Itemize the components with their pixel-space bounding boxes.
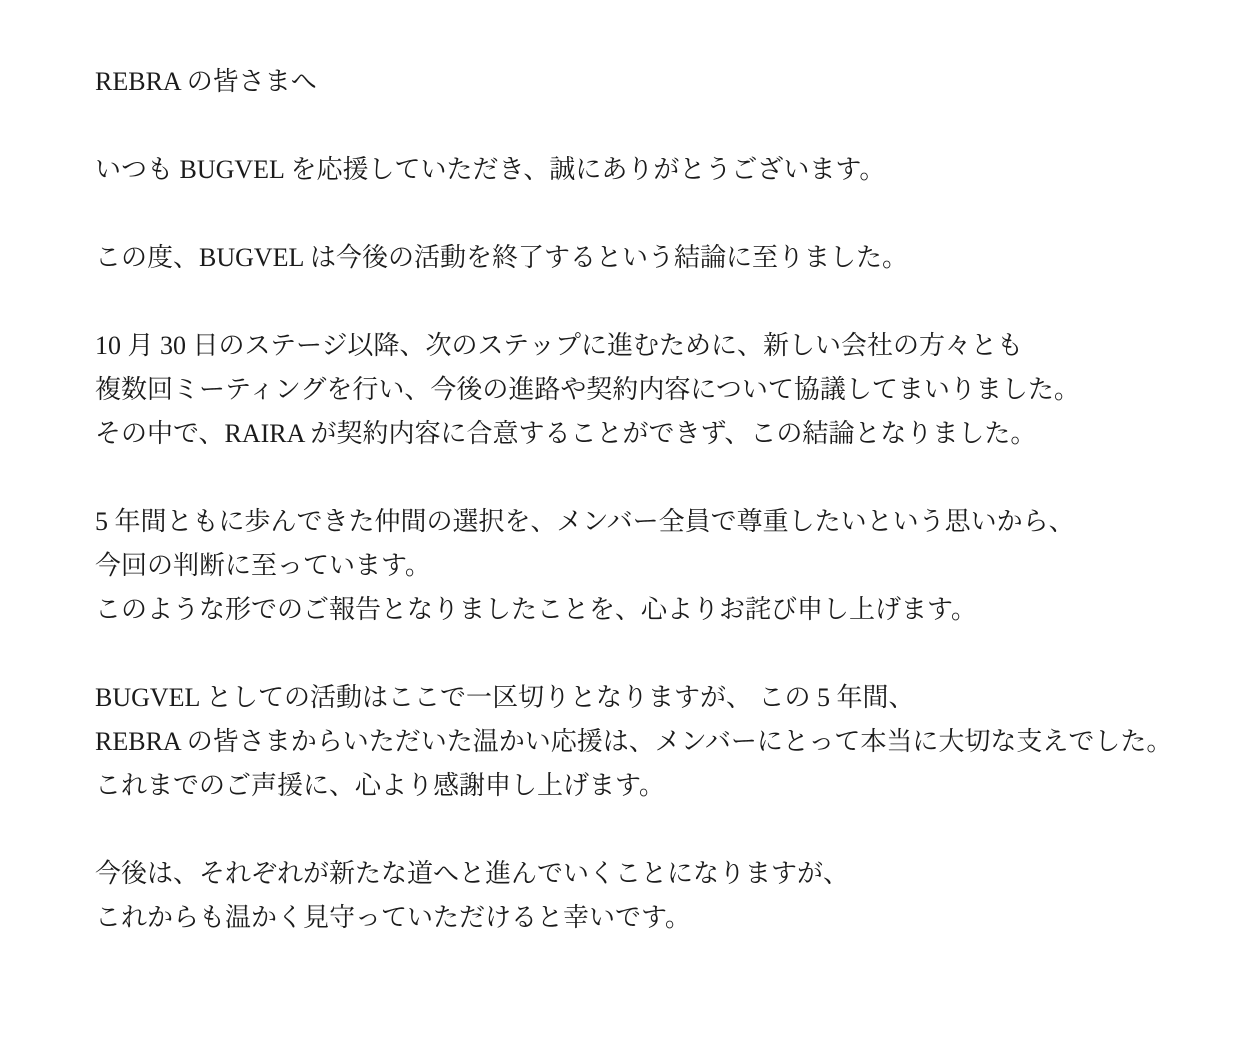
paragraph-reason bbox=[95, 500, 1200, 632]
letter-line: 複数回ミーティングを行い、今後の進路や契約内容について協議してまいりました。 bbox=[95, 375, 1080, 404]
paragraph-gratitude bbox=[95, 676, 1200, 808]
letter-line: いつも BUGVEL を応援していただき、誠にありがとうございます。 bbox=[95, 155, 886, 184]
letter-line: これからも温かく見守っていただけると幸いです。 bbox=[95, 903, 691, 932]
letter-line: 今回の判断に至っています。 bbox=[95, 551, 431, 580]
letter-line: 今後は、それぞれが新たな道へと進んでいくことになりますが、 bbox=[95, 859, 850, 888]
letter-line: REBRA の皆さまからいただいた温かい応援は、メンバーにとって本当に大切な支えでした。 bbox=[95, 727, 1173, 756]
paragraph-thanks bbox=[95, 148, 1200, 192]
letter-line: BUGVEL としての活動はここで一区切りとなりますが、 この 5 年間、 bbox=[95, 683, 915, 712]
letter-line: この度、BUGVEL は今後の活動を終了するという結論に至りました。 bbox=[95, 243, 908, 272]
letter-line: その中で、RAIRA が契約内容に合意することができず、この結論となりました。 bbox=[95, 419, 1037, 448]
paragraph-announcement bbox=[95, 236, 1200, 280]
letter-line: 10 月 30 日のステージ以降、次のステップに進むために、新しい会社の方々とも bbox=[95, 331, 1023, 360]
paragraph-salutation bbox=[95, 60, 1200, 104]
paragraph-closing bbox=[95, 852, 1200, 940]
paragraph-background bbox=[95, 324, 1200, 456]
letter-line: REBRA の皆さまへ bbox=[95, 67, 317, 96]
letter-line: 5 年間ともに歩んできた仲間の選択を、メンバー全員で尊重したいという思いから、 bbox=[95, 507, 1075, 536]
letter-line: このような形でのご報告となりましたことを、心よりお詫び申し上げます。 bbox=[95, 595, 977, 624]
letter-line: これまでのご声援に、心より感謝申し上げます。 bbox=[95, 771, 665, 800]
